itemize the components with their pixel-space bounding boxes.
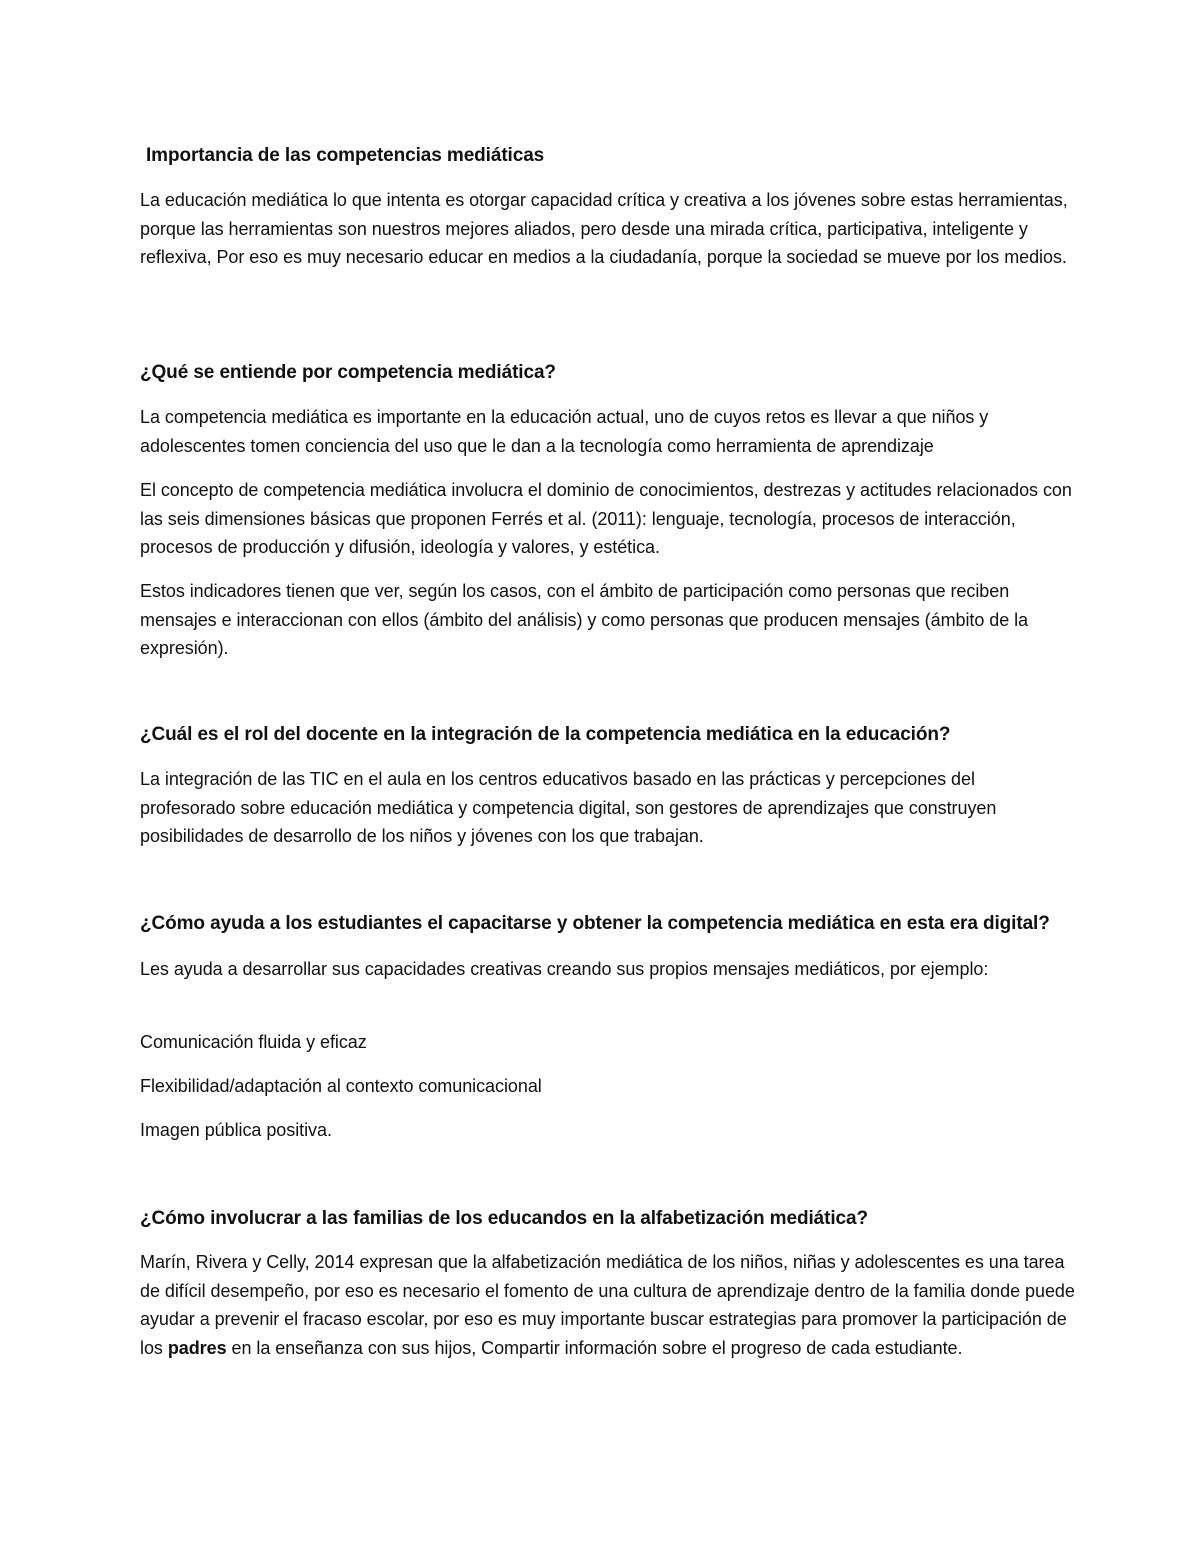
section-heading-como-ayuda: ¿Cómo ayuda a los estudiantes el capacitarse y obtener la competencia mediática en esta era digital? [140, 913, 1050, 934]
paragraph-indicadores: Estos indicadores tienen que ver, según los casos, con el ámbito de participación como personas que reciben mensajes e interaccionan con ellos (ámbito del análisis) y como personas que producen mensajes (ámbito de la expresión). [140, 581, 1029, 659]
paragraph-concepto-competencia: El concepto de competencia mediática involucra el dominio de conocimientos, destrezas y actitudes relacionados con las seis dimensiones básicas que proponen Ferrés et al. (2011): lenguaje, tecnología, procesos de interacción, procesos de producción y difusión, ideología y valores, y estética. [140, 480, 1072, 558]
paragraph-educacion-mediatica: La educación mediática lo que intenta es otorgar capacidad crítica y creativa a los jóvenes sobre estas herramientas, porque las herramientas son nuestros mejores aliados, pero desde una mirada crítica, participativa, inteligente y reflexiva, Por eso es muy necesario educar en medios a la ciudadanía, porque la sociedad se mueve por los medios. [140, 190, 1068, 268]
section-heading-rol-docente: ¿Cuál es el rol del docente en la integración de la competencia mediática en la educación? [140, 724, 951, 745]
section-heading-que-se-entiende: ¿Qué se entiende por competencia mediática? [140, 362, 556, 383]
paragraph-text-before: Marín, Rivera y Celly, 2014 expresan que la alfabetización mediática de los niños, niñas y adolescentes es una tarea de difícil desempeño, por eso es necesario el fomento de una cultura de aprendizaje dentro de la familia donde puede ayudar a prevenir el fracaso escolar, por eso es muy importante buscar estrategias para promover la participación de los [140, 1252, 1075, 1359]
section-heading-familias: ¿Cómo involucrar a las familias de los educandos en la alfabetización mediática? [140, 1208, 868, 1229]
paragraph-les-ayuda: Les ayuda a desarrollar sus capacidades creativas creando sus propios mensajes mediáticos, por ejemplo: [140, 959, 989, 979]
bold-word-padres: padres [167, 1338, 227, 1359]
list-item-flexibilidad: Flexibilidad/adaptación al contexto comunicacional [140, 1076, 542, 1096]
paragraph-integracion-tic: La integración de las TIC en el aula en los centros educativos basado en las prácticas y percepciones del profesorado sobre educación mediática y competencia digital, son gestores de aprendizajes que construyen posibilidades de desarrollo de los niños y jóvenes con los que trabajan. [140, 769, 997, 847]
list-item-comunicacion: Comunicación fluida y eficaz [140, 1032, 367, 1052]
paragraph-text-after: en la enseñanza con sus hijos, Compartir información sobre el progreso de cada estudiante. [231, 1338, 963, 1359]
section-heading-importancia: Importancia de las competencias mediáticas [146, 145, 545, 166]
paragraph-marin-rivera-celly [140, 1248, 1075, 1363]
list-item-imagen-publica: Imagen pública positiva. [140, 1120, 332, 1140]
paragraph-competencia-importante: La competencia mediática es importante en la educación actual, uno de cuyos retos es llevar a que niños y adolescentes tomen conciencia del uso que le dan a la tecnología como herramienta de aprendizaje [140, 407, 989, 456]
